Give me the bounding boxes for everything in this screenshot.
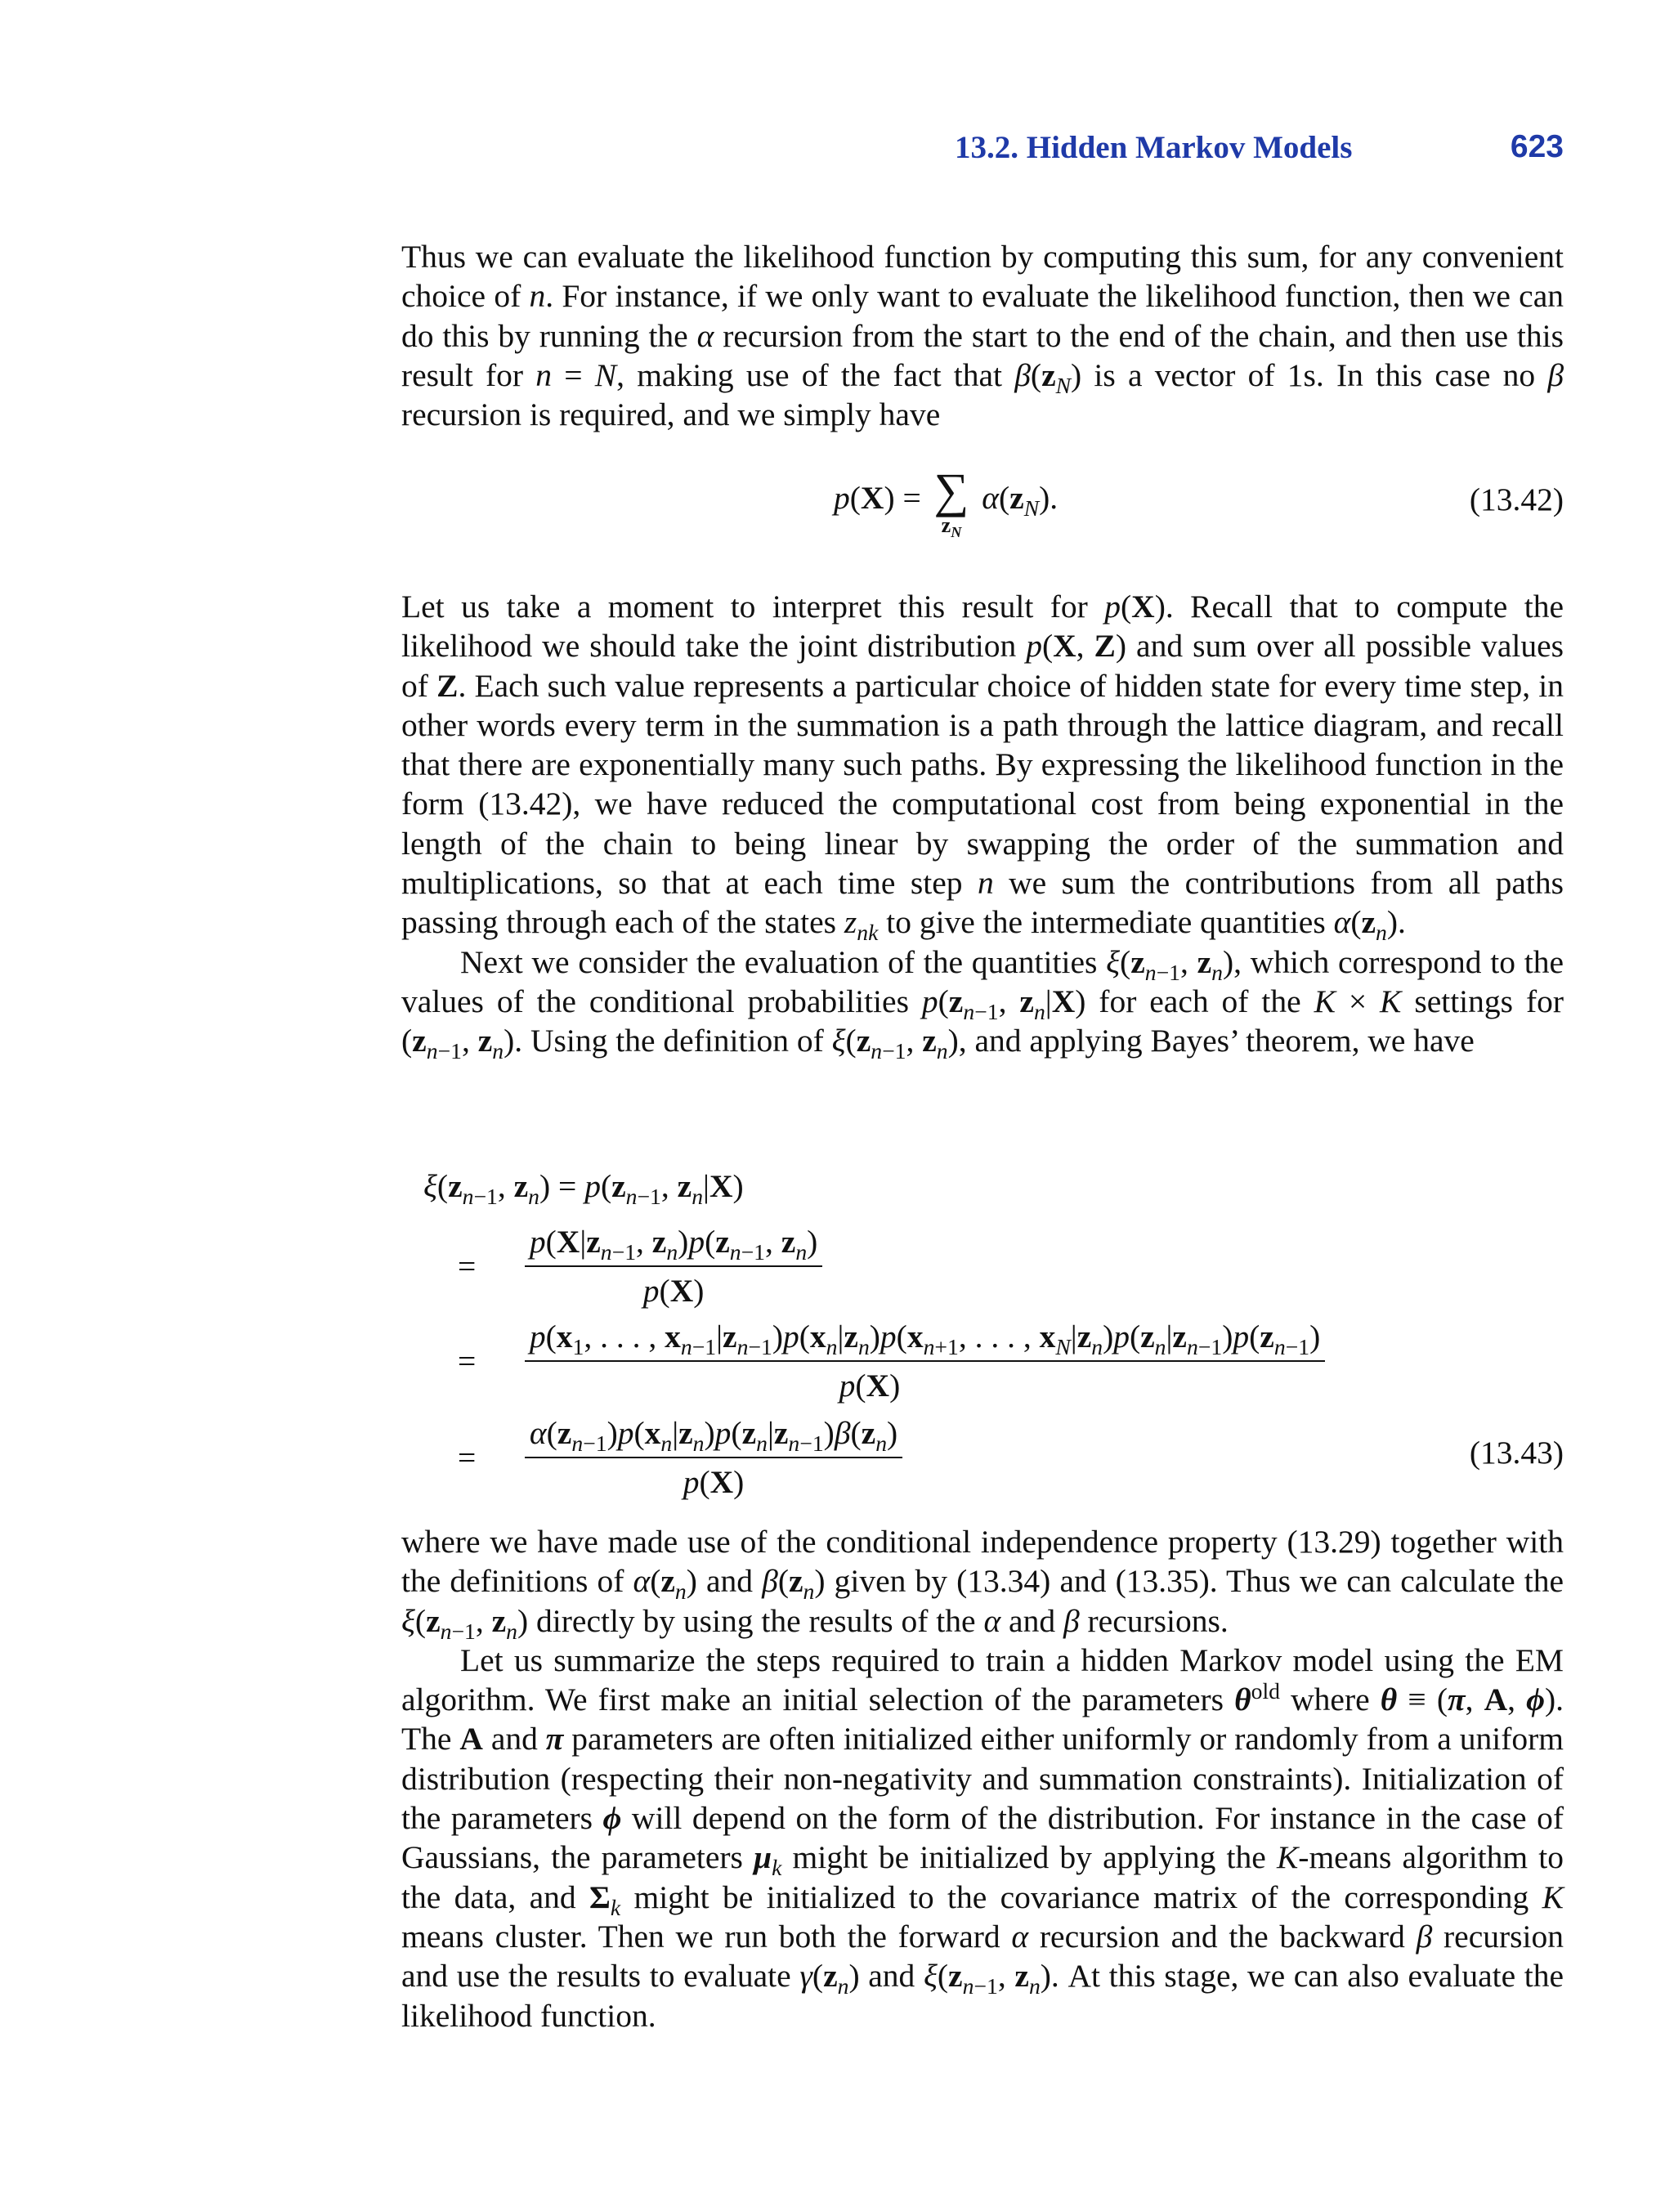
equation-number-13-43: (13.43) [1469, 1435, 1564, 1471]
equation-13-42: p(X) = ∑ $z_N$ $\alpha(z_N)$. [834, 463, 1059, 541]
page-number: 623 [1510, 129, 1564, 164]
equation-number-13-42: (13.42) [1469, 481, 1564, 517]
equation-13-43-line-2: = $\frac{p(X|z_{n-1}, z_n)p(z_{n-1}, z_n)}{p(X)}$ [458, 1223, 822, 1310]
equation-13-43-line-4: = $\frac{\alpha(z_{n-1})p(x_n|z_n)p(z_n|z_{n-1})\beta(z_n)}{p(X)}$ [458, 1414, 902, 1501]
equation-13-43-line-1: $\xi(z_{n-1}$, $z_n) = p(z_{n-1}$, $z_n|X$) [423, 1168, 744, 1209]
running-header [955, 129, 1564, 175]
summation-symbol: ∑ $z_N$ [933, 463, 969, 541]
section-title: 13.2. Hidden Markov Models [955, 130, 1353, 165]
equation-13-43-line-3: = $p(x_1$, . . . , $x_{n-1}|z_{n-1})p(x_n|z_n)p(x_{n+1}$, . . . , $x_N|z_n)p(z_n|z_{n-1})p(z_{n-1})$ p(X) [458, 1318, 1325, 1404]
paragraph-2: Let us take a moment to interpret this result for p(X). Recall that to compute the likelihood we should take the joint distribution p(X, Z) and sum over all possible values of Z. Each such value represents a particular choice of hidden state for every time step, in other words every term in the summation is a path through the lattice diagram, and recall that there are exponentially many such paths. By expressing the likelihood function in the form (13.42), we have reduced the computational cost from being exponential in the length of the chain to being linear by swapping the order of the summation and multiplications, so that at each time step n we sum the contributions from all paths passing through each of the states $z_{nk}$ to give the intermediate quantities $\alpha(z_n)$. Next we consider the evaluation of the quantities $\xi(z_{n-1}$, $z_n$), which correspond to the values of the conditional probabilities $p(z_{n-1}$, $z_n|X$) for each of the K × K settings for ($z_{n-1}$, $z_n$). Using the definition of $\xi(z_{n-1}$, $z_n$), and applying Bayes’ theorem, we have [401, 589, 1564, 1064]
paragraph-3: where we have made use of the conditional independence property (13.29) together with the definitions of $\alpha(z_n)$ and $\beta(z_n)$ given by (13.34) and (13.35). Thus we can calculate the $\xi(z_{n-1}$, $z_n$) directly by using the results of the α and β recursions. Let us summarize the steps required to train a hidden Markov model using the EM algorithm. We first make an initial selection of the parameters $\theta^{old}$ where θ ≡ (π, A, ϕ). The A and π parameters are often initialized either uniformly or randomly from a uniform distribution (respecting their non-negativity and summation constraints). Initialization of the parameters ϕ will depend on the form of the distribution. For instance in the case of Gaussians, the parameters $\mu_k$ might be initialized by applying the K-means algorithm to the data, and $\Sigma_k$ might be initialized to the covariance matrix of the corresponding K means cluster. Then we run both the forward α recursion and the backward β recursion and use the results to evaluate $\gamma(z_n)$ and $\xi(z_{n-1}$, $z_n$). At this stage, we can also evaluate the likelihood function. [401, 1524, 1564, 2034]
paragraph-1: Thus we can evaluate the likelihood function by computing this sum, for any convenient choice of n. For instance, if we only want to evaluate the likelihood function, then we can do this by running the α recursion from the start to the end of the chain, and then use this result for n = N, making use of the fact that $\beta(z_N)$ is a vector of 1s. In this case no β recursion is required, and we simply have [401, 239, 1564, 433]
